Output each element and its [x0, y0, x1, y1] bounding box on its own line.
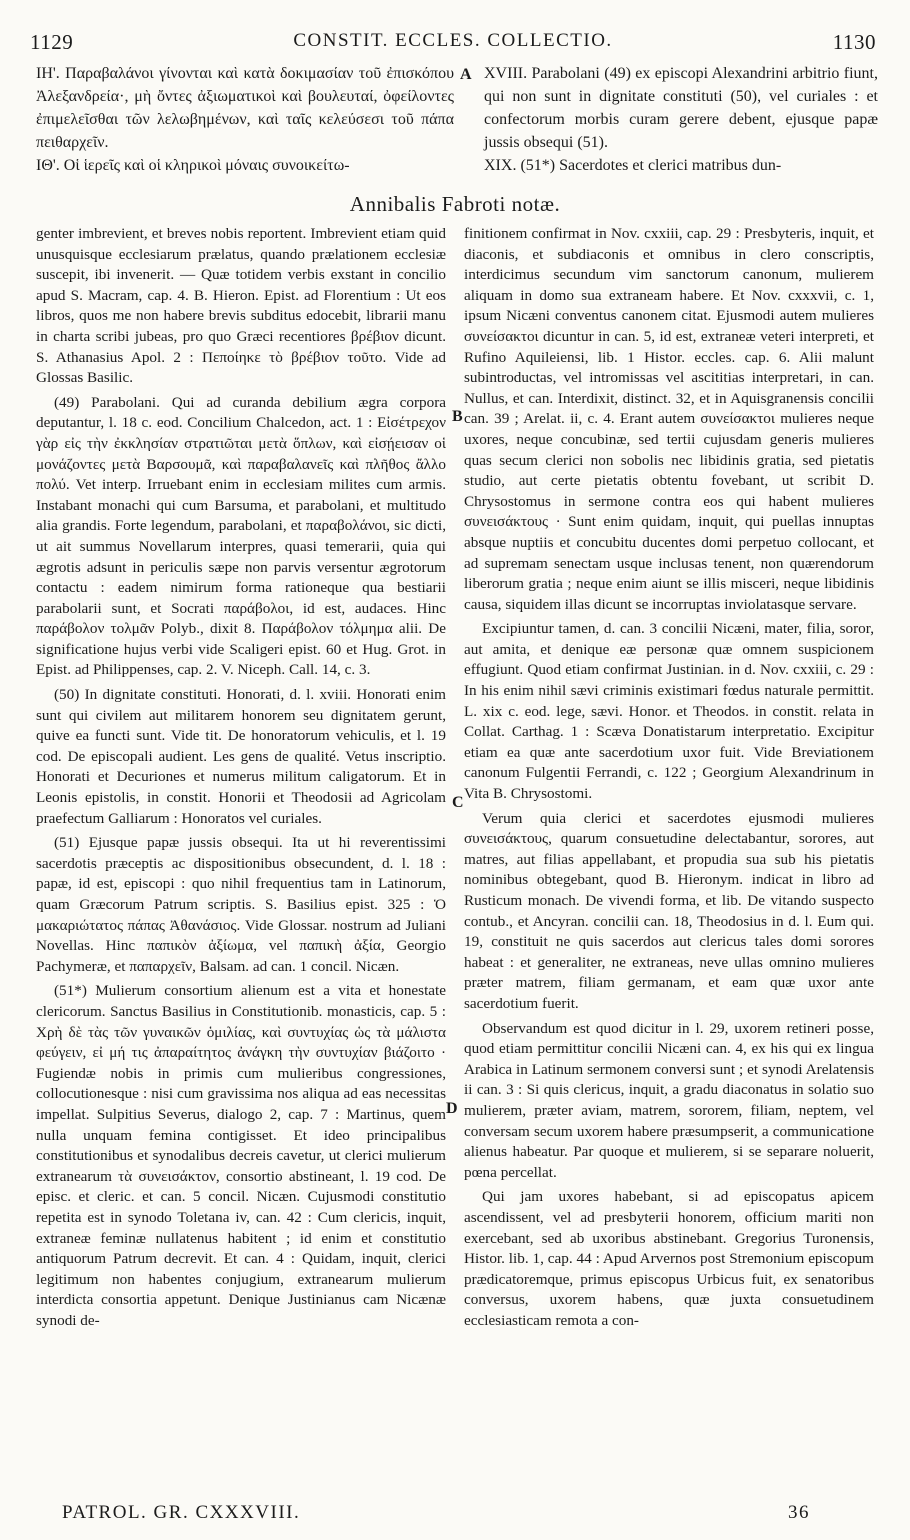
- latin-canon-19: XIX. (51*) Sacerdotes et clerici matribus dun-: [484, 157, 782, 174]
- note-paragraph: finitionem confirmat in Nov. cxxiii, cap. 29 : Presbyteris, inquit, et diaconis, et subdiaconis et omnibus in clero conscriptis, interdicimus secundum vim sanctorum canonum, mulierem aliquam in domo sua extraneam habere. Et Nov. cxxxvii, c. 1, ipsum Nicæni conventus canonem citat. Ejusmodi autem mulieres συνείσακτοι dicuntur in can. 5, id est, extraneæ veteri interpreti, et Rufino Aquileiensi, lib. 1 Histor. eccles. cap. 6. Alii malunt subintroductas, vel intromissas vel ascititias interpretari, in can. Nullus, et can. Interdixit, distinct. 32, et in Aquisgranensis concilii can. 39 ; Arelat. ii, c. 4. Erant autem συνείσακτοι mulieres neque uxores, neque concubinæ, sed tertii cujusdam generis mulieres quas secum clerici non sobolis nec libidinis gratia, sed pietatis studio, aut certe pietatis obtentu fovebant, ut scribit D. Chrysostomus in sermone contra eos qui habent mulieres συνεισάκτους · Sunt enim quidam, inquit, qui puellas innuptas absque nuptiis et concubitu ducentes domi perpetuo collocant, et ad supremam senectam usque inclusas tenent, non quærendorum liberorum gratia ; neque enim aiunt se illis misceri, neque libidinis causa, siquidem illas dicunt se incorruptas inviolatasque servare.: [464, 225, 874, 613]
- page-header: [30, 30, 876, 58]
- canon-text-block: [36, 62, 878, 187]
- latin-canon-column: [484, 62, 878, 177]
- running-title: CONSTIT. ECCLES. COLLECTIO.: [293, 30, 613, 51]
- margin-marker-a: A: [460, 66, 472, 83]
- note-50: (50) In dignitate constituti. Honorati, d. l. xviii. Honorati enim sunt qui civilem aut militarem honorem seu dignitatem gerunt, quive ea functi sunt. Vide tit. De honoratorum vehiculis, et l. 19 cod. De episcopali audient. Les gens de qualité. Vetus inscriptio. Honorati et Decuriones et numerus militum caligatorum. Et in Leonis epistolis, in constit. Honorii et Theodosii ad Agricolam praefectum Galliarum : Honoratos vel curiales.: [36, 686, 446, 827]
- note-paragraph: Qui jam uxores habebant, si ad episcopatus apicem ascendissent, vel ad presbyterii honorem, officium mariti non exercebant, sed ab uxoribus abstinebant. Gregorius Turonensis, Histor. lib. 1, cap. 44 : Apud Arvernos post Stremonium episcopum prædicatoremque, primus episcopus Urbicus fuit, ex senatoribus conversus, uxorem habens, quæ juxta consuetudinem ecclesiasticam remota a con-: [464, 1188, 874, 1329]
- margin-marker-d: D: [446, 1100, 458, 1117]
- margin-marker-c: C: [452, 794, 464, 811]
- notes-left-column: [36, 224, 446, 1335]
- note-paragraph: Observandum est quod dicitur in l. 29, uxorem retineri posse, quod etiam permittitur concilii Nicæni can. 4, ex his qui ex lingua Arabica in Latinum sermonem conversi sunt ; et synodi Arelatensis ii can. 3 : Si quis clericus, inquit, a gradu diaconatus in solatio suo mulierem, præter aviam, matrem, sororem, filiam, neptem, vel conversam secum uxorem habere præsumpserit, a communicatione alienus habeatur. Par quoque et mulierem, si se separare noluerit, pœna percellat.: [464, 1019, 874, 1181]
- greek-canon-19: ΙΘ'. Οἱ ἱερεῖς καὶ οἱ κληρικοὶ μόναις συνοικείτω-: [36, 157, 350, 174]
- notes-heading: Annibalis Fabroti notæ.: [349, 192, 561, 216]
- note-49: (49) Parabolani. Qui ad curanda debilium ægra corpora deputantur, l. 18 c. eod. Concilium Chalcedon, act. 1 : Εἰσέτρεχον γὰρ εἰς τὴν ἐκκλησίαν στρατιῶται μετὰ ὅπλων, καὶ εἰσῄεισαν οἱ μονάζοντες μετὰ Βαρσουμᾶ, καὶ παραβαλανεῖς καὶ πλῆθος ἄλλο πολύ. Vet interp. Irruebant enim in ecclesiam milites cum armis. Instabant monachi qui cum Barsuma, et parabolani, et multitudo alia grandis. Forte legendum, parabolani, et παραβολάνοι, sic dicti, ut ait summus Novellarum interpres, quasi temerarii, quia qui ægrotis adsunt in periculis sæpe non parvis versentur ægrotorum contactu : eadem nimirum forma rationeque qua bestiarii parabolarii sunt, et Socrati παράβολοι, id est, audaces. Hinc παράβολον τολμᾶν Polyb., dixit 8. Παράβολον τόλμημα alii. De significatione hujus verbi vide Scaligeri epist. 60 et Hug. Grot. in Epist. ad Philippenses, cap. 2. V. Niceph. Call. 14, c. 3.: [36, 393, 446, 679]
- volume-signature: PATROL. GR. CXXXVIII.: [62, 1502, 301, 1523]
- page-footer: [62, 1502, 810, 1528]
- latin-canon-18: XVIII. Parabolani (49) ex episcopi Alexandrini arbitrio fiunt, qui non sunt in dignitate constituti (50), vel curiales : et confectorum morbis curam gerere debent, ejusque papæ jussis obsequi (51).: [484, 65, 878, 151]
- note-paragraph: genter imbrevient, et breves nobis reportent. Imbrevient etiam quid unusquisque ecclesiarum prælatus, quando prælationem ecclesiæ suscepit, ibi invenerit. — Quæ totidem verbis exstant in concilio apud S. Macram, cap. 4. B. Hieron. Epist. ad Florentium : Ut eos libros, quos me non habere brevis subditus edocebit, librarii manu in charta scribi jubeas, pro quo Græci recentiores βρέβιον dicunt. S. Athanasius Apol. 2 : Πεποίηκε τὸ βρέβιον τοῦτο. Vide ad Glossas Basilic.: [36, 225, 446, 387]
- margin-marker-b: B: [452, 408, 463, 425]
- greek-canon-column: [36, 62, 454, 177]
- notes-right-column: [464, 224, 874, 1335]
- sheet-number: 36: [788, 1502, 810, 1523]
- note-51-star: (51*) Mulierum consortium alienum est a vita et honestate clericorum. Sanctus Basilius in Constitutionib. monasticis, cap. 5 : Χρὴ δὲ τὰς τῶν γυναικῶν ὁμιλίας, καὶ συντυχίας ὡς τὰ μάλιστα φεύγειν, εἰ μή τις ἀπαραίτητος ἀνάγκη τὴν συντυχίαν βιάζοιτο · Fugiendæ nobis in primis cum mulieribus congressiones, collocutionesque : nisi cum gravissima nos aliqua ad eas necessitas impellat. Sulpitius Severus, dialogo 2, cap. 7 : Martinus, quem nulla unquam femina contigisset. Et ideo principalibus constitutionibus et synodalibus decreis cavetur, ut clerici mulierum extranearum τὰ συνεισάκτον, consortio abstineant, l. 19 cod. De episc. et cleric. et can. 5 concil. Nicæn. Cujusmodi constitutio repetita est in synodo Toletana iv, can. 42 : Cum clericis, inquit, extraneæ feminæ nullatenus habitent ; id enim et constitutio antiquorum Patrum decrevit. Et can. 4 : Quidam, inquit, clerici legitimum non habentes conjugium, extranearum mulierum interdicta consortia appetunt. Denique Justinianus cam Nicænæ synodi de-: [36, 982, 446, 1329]
- right-page-number: 1130: [832, 30, 876, 54]
- note-paragraph: Excipiuntur tamen, d. can. 3 concilii Nicæni, mater, filia, soror, aut amita, et denique eæ personæ quæ omnem suspicionem effugiunt. Quod etiam confirmat Justinian. in d. Nov. cxxiii, c. 29 : In his enim nihil sævi criminis existimari fœdus naturale permittit. L. xix c. eod. lege, sævi. Honor. et Theodos. in constit. relata in Collat. Carthag. 1 : Scæva Donatistarum interpretatio. Excipitur etiam ea quæ ante sacerdotium uxor fuit. Vide Breviationem canonum Fulgentii Ferrandi, c. 122 ; Georgium Alexandrinum in Vita B. Chrysostomi.: [464, 620, 874, 803]
- left-page-number: 1129: [30, 30, 74, 54]
- note-paragraph: Verum quia clerici et sacerdotes ejusmodi mulieres συνεισάκτους, quarum consuetudine delectabantur, sorores, aut matres, aut filias appellabant, et propudia sua sub his pietatis nominibus obtegebant, quod B. Hieronym. indicat in libro ad Rusticum monach. De vivendi forma, et lib. De vitando suspecto contub., et Ancyran. concilii can. 18, Theodosius in d. l. Eum qui. 19, constituit ne quis sacerdos aut clericus tales domi sorores habeat : et generaliter, ne extraneas, neve ullas omnino mulieres præter matrem, filiam germanam, et eam quæ uxor ante sacerdotium fuerit.: [464, 809, 874, 1012]
- note-51: (51) Ejusque papæ jussis obsequi. Ita ut hi reverentissimi sacerdotis præceptis ac dispositionibus obsecundent, d. l. 18 : papæ, id est, episcopi : quo nihil frequentius tam in Latinorum, quam Græcorum Patrum scriptis. S. Basilius epist. 325 : Ὁ μακαριώτατος πάπας Ἀθανάσιος. Vide Glossar. nostrum ad Juliani Novellas. Hinc παπικὸν ἀξίωμα, vel παπικὴ ἀξία, Georgio Pachymeræ, et παπαρχεῖν, Balsam. ad can. 1 concil. Nicæn.: [36, 834, 446, 975]
- greek-canon-18: ΙΗ'. Παραβαλάνοι γίνονται καὶ κατὰ δοκιμασίαν τοῦ ἐπισκόπου Ἀλεξανδρεία·, μὴ ὄντες ἀξιωματικοὶ καὶ βουλευταί, ὀφείλοντες ἐπιμελεῖσθαι τῶν λελωβημένων, καὶ ταῖς κελεύσεσι τοῦ πάπα πειθαρχεῖν.: [36, 65, 454, 151]
